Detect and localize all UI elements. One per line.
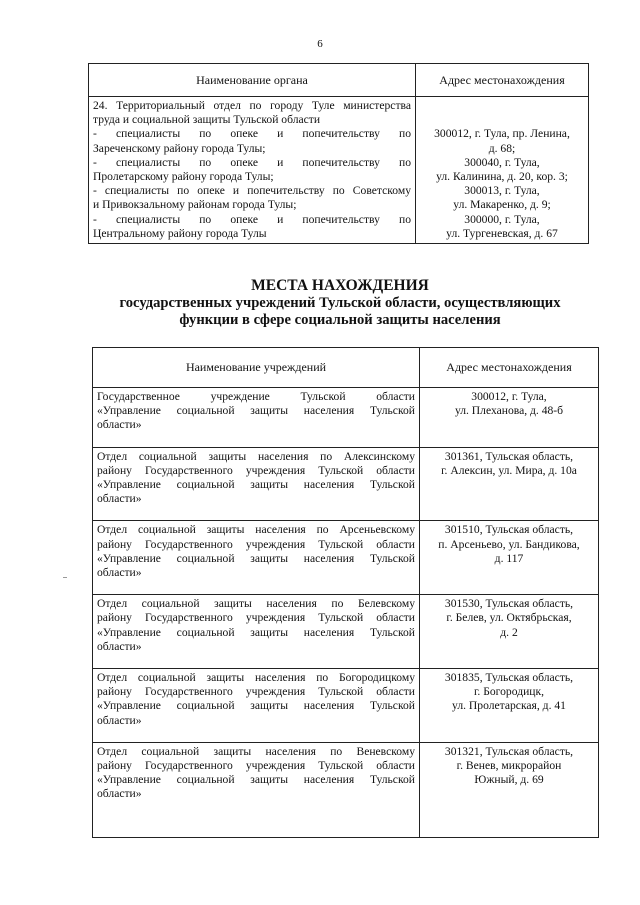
address-line: г. Белев, ул. Октябрьская, (446, 611, 572, 625)
name-line: области» (97, 566, 142, 580)
address-line: д. 2 (500, 625, 518, 639)
name-line: области» (97, 787, 142, 801)
institution-address-cell (420, 595, 599, 669)
header-name-cell: Наименование органа (89, 64, 416, 97)
name-line: «Управление социальной защиты населения Тульской (97, 773, 415, 787)
name-line: «Управление социальной защиты населения Тульской (97, 699, 415, 713)
institution-address-cell (420, 521, 599, 595)
name-line: району Государственного учреждения Тульской области (97, 759, 415, 773)
table-header-row (89, 64, 589, 97)
address-line: д. 117 (494, 551, 524, 565)
address-line: ул. Калинина, д. 20, кор. 3; (436, 170, 568, 184)
org-line: - специалисты по опеке и попечительству по (93, 155, 411, 169)
institution-address-cell (420, 669, 599, 743)
institution-address-cell (420, 742, 599, 837)
institution-name-cell (93, 447, 420, 521)
name-line: Государственное учреждение Тульской области (97, 390, 415, 403)
address-line: п. Арсеньево, ул. Бандикова, (438, 537, 580, 551)
heading-subtitle-line: функции в сфере социальной защиты населения (179, 312, 501, 328)
name-line: Отдел социальной защиты населения по Веневскому (97, 744, 415, 758)
address-line: Южный, д. 69 (474, 773, 544, 787)
institution-address-cell (420, 447, 599, 521)
name-line: Отдел социальной защиты населения по Алексинскому (97, 449, 415, 463)
name-line: Отдел социальной защиты населения по Арсеньевскому (97, 523, 415, 537)
org-line: Центральному району города Тулы (93, 226, 267, 240)
margin-mark (63, 577, 67, 578)
address-line: 301530, Тульская область, (444, 597, 574, 611)
org-line: труда и социальной защиты Тульской области (93, 113, 321, 127)
address-line: 301835, Тульская область, (444, 671, 574, 685)
address-line: д. 68; (488, 141, 516, 155)
name-line: «Управление социальной защиты населения Тульской (97, 625, 415, 639)
name-line: «Управление социальной защиты населения Тульской (97, 551, 415, 565)
institution-name-cell (93, 669, 420, 743)
address-line (420, 113, 584, 127)
institutions-table (92, 347, 599, 838)
table-row (93, 742, 599, 837)
address-line: ул. Тургеневская, д. 67 (446, 226, 558, 240)
org-name-cell (89, 97, 416, 244)
heading-subtitle-line: государственных учреждений Тульской области, осуществляющих (119, 294, 561, 311)
address-line: 300013, г. Тула, (464, 184, 540, 198)
name-line: области» (97, 639, 142, 653)
address-line: 300012, г. Тула, (471, 390, 547, 403)
section-heading (60, 277, 620, 330)
name-line: Отдел социальной защиты населения по Белевскому (97, 597, 415, 611)
org-line: - специалисты по опеке и попечительству по Советскому (93, 184, 411, 198)
org-line: - специалисты по опеке и попечительству по (93, 127, 411, 141)
institution-address-cell (420, 388, 599, 448)
address-line: г. Алексин, ул. Мира, д. 10а (441, 463, 577, 477)
address-line: ул. Пролетарская, д. 41 (452, 699, 566, 713)
org-line: 24. Территориальный отдел по городу Туле министерства (93, 99, 411, 112)
name-line: району Государственного учреждения Тульской области (97, 463, 415, 477)
org-address-cell (416, 97, 589, 244)
table-row (93, 521, 599, 595)
institution-name-cell (93, 388, 420, 448)
table-row (89, 97, 589, 244)
name-line: области» (97, 418, 142, 432)
address-line: ул. Макаренко, д. 9; (453, 198, 551, 212)
address-line: г. Богородицк, (473, 685, 545, 699)
address-line: г. Венев, микрорайон (456, 759, 562, 773)
table-row (93, 447, 599, 521)
table-row (93, 669, 599, 743)
page-number: 6 (317, 38, 323, 50)
institution-name-cell (93, 595, 420, 669)
org-line: Зареченскому району города Тулы; (93, 141, 266, 155)
name-line: области» (97, 713, 142, 727)
address-line: 300000, г. Тула, (464, 212, 540, 226)
header-name-cell: Наименование учреждений (93, 348, 420, 388)
address-line: 301361, Тульская область, (444, 449, 574, 463)
header-address-cell: Адрес местонахождения (416, 64, 589, 97)
org-line: и Привокзальному районам города Тулы; (93, 198, 297, 212)
territorial-department-table (88, 63, 589, 244)
institution-name-cell (93, 742, 420, 837)
address-line: 301510, Тульская область, (444, 523, 574, 537)
name-line: району Государственного учреждения Тульской области (97, 611, 415, 625)
table-header-row (93, 348, 599, 388)
address-line: 301321, Тульская область, (444, 744, 574, 758)
name-line: району Государственного учреждения Тульской области (97, 537, 415, 551)
name-line: области» (97, 492, 142, 506)
heading-title: МЕСТА НАХОЖДЕНИЯ (251, 277, 429, 294)
table-row (93, 388, 599, 448)
table-row (93, 595, 599, 669)
name-line: району Государственного учреждения Тульской области (97, 685, 415, 699)
org-line: - специалисты по опеке и попечительству по (93, 212, 411, 226)
org-line: Пролетарскому району города Тулы; (93, 170, 274, 184)
address-line: 300012, г. Тула, пр. Ленина, (434, 127, 570, 141)
name-line: Отдел социальной защиты населения по Богородицкому (97, 671, 415, 685)
address-line: 300040, г. Тула, (464, 155, 540, 169)
institution-name-cell (93, 521, 420, 595)
name-line: «Управление социальной защиты населения Тульской (97, 478, 415, 492)
header-address-cell: Адрес местонахождения (420, 348, 599, 388)
name-line: «Управление социальной защиты населения Тульской (97, 404, 415, 418)
address-line: ул. Плеханова, д. 48-б (454, 404, 564, 418)
address-line (420, 99, 584, 113)
